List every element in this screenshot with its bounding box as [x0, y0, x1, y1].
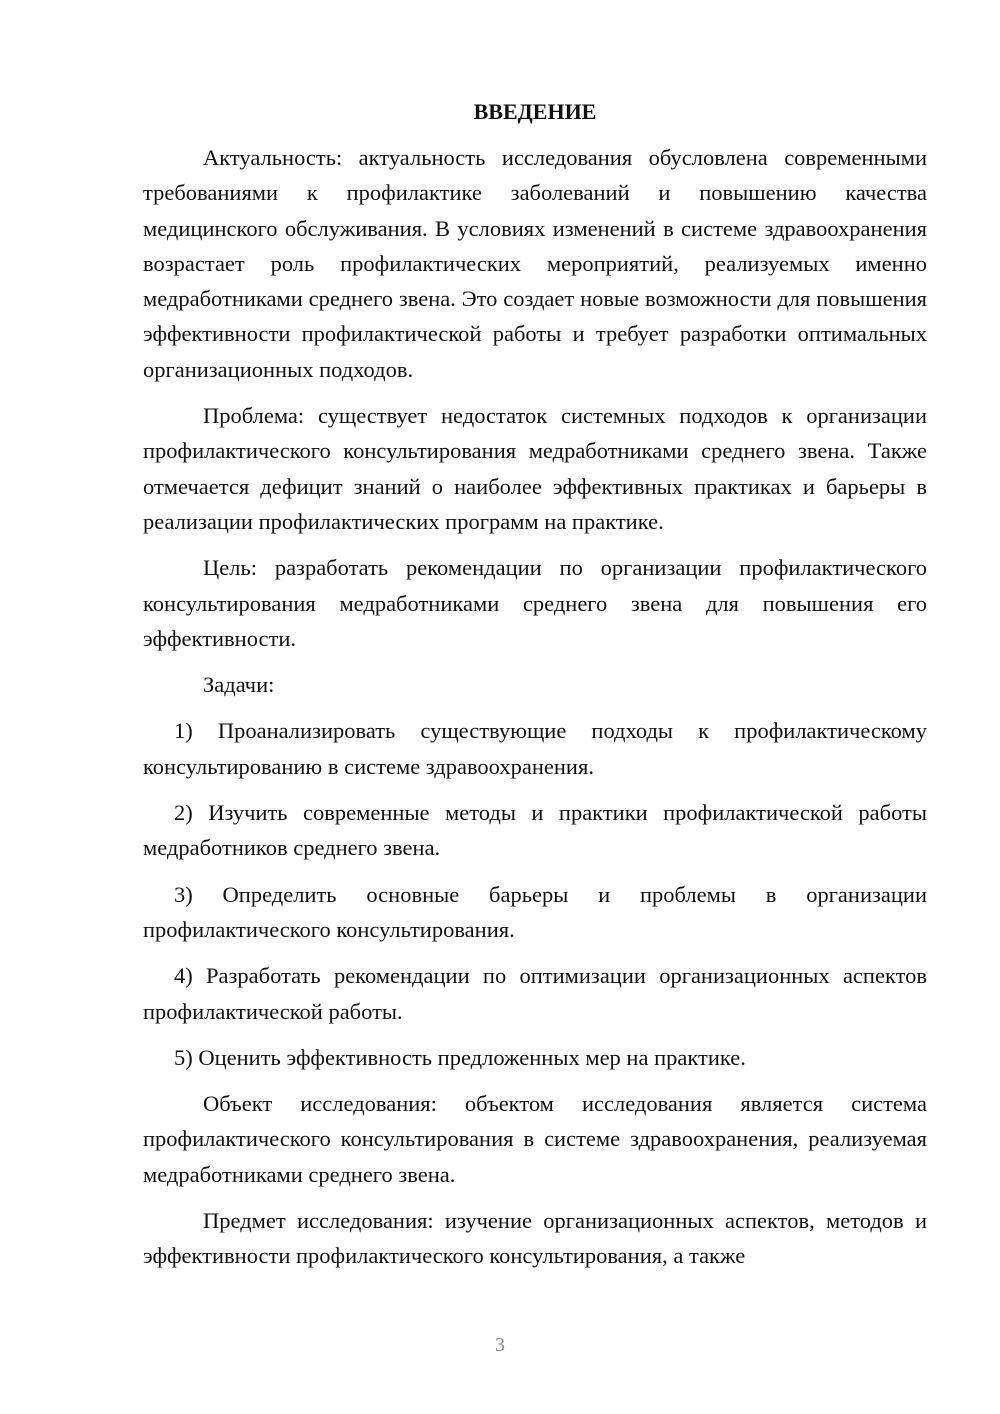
page-content: [143, 94, 927, 1285]
task-item-2: 2) Изучить современные методы и практики профилактической работы медработников среднего звена.: [143, 800, 927, 861]
paragraph-object: Объект исследования: объектом исследования является система профилактического консультирования в системе здравоохранения, реализуемая медработниками среднего звена.: [143, 1091, 927, 1187]
page-number: 3: [495, 1334, 505, 1356]
task-item-4: 4) Разработать рекомендации по оптимизации организационных аспектов профилактической работы.: [143, 963, 927, 1024]
paragraph-goal: Цель: разработать рекомендации по организации профилактического консультирования медработниками среднего звена для повышения его эффективности.: [143, 555, 927, 651]
paragraph-problem: Проблема: существует недостаток системных подходов к организации профилактического консультирования медработниками среднего звена. Также отмечается дефицит знаний о наиболее эффективных практиках и барьеры в реализации профилактических программ на практике.: [143, 403, 927, 534]
task-item-3: 3) Определить основные барьеры и проблемы в организации профилактического консультирования.: [143, 881, 927, 942]
paragraph-subject: Предмет исследования: изучение организационных аспектов, методов и эффективности профилактического консультирования, а также: [143, 1208, 927, 1269]
paragraph-relevance: Актуальность: актуальность исследования обусловлена современными требованиями к профилактике заболеваний и повышению качества медицинского обслуживания. В условиях изменений в системе здравоохранения возрастает роль профилактических мероприятий, реализуемых именно медработниками среднего звена. Это создает новые возможности для повышения эффективности профилактической работы и требует разработки оптимальных организационных подходов.: [143, 145, 927, 382]
tasks-heading: Задачи:: [203, 672, 275, 698]
section-title: ВВЕДЕНИЕ: [473, 99, 597, 124]
task-item-5: 5) Оценить эффективность предложенных мер на практике.: [174, 1044, 746, 1070]
task-item-1: 1) Проанализировать существующие подходы к профилактическому консультированию в системе здравоохранения.: [143, 718, 927, 779]
